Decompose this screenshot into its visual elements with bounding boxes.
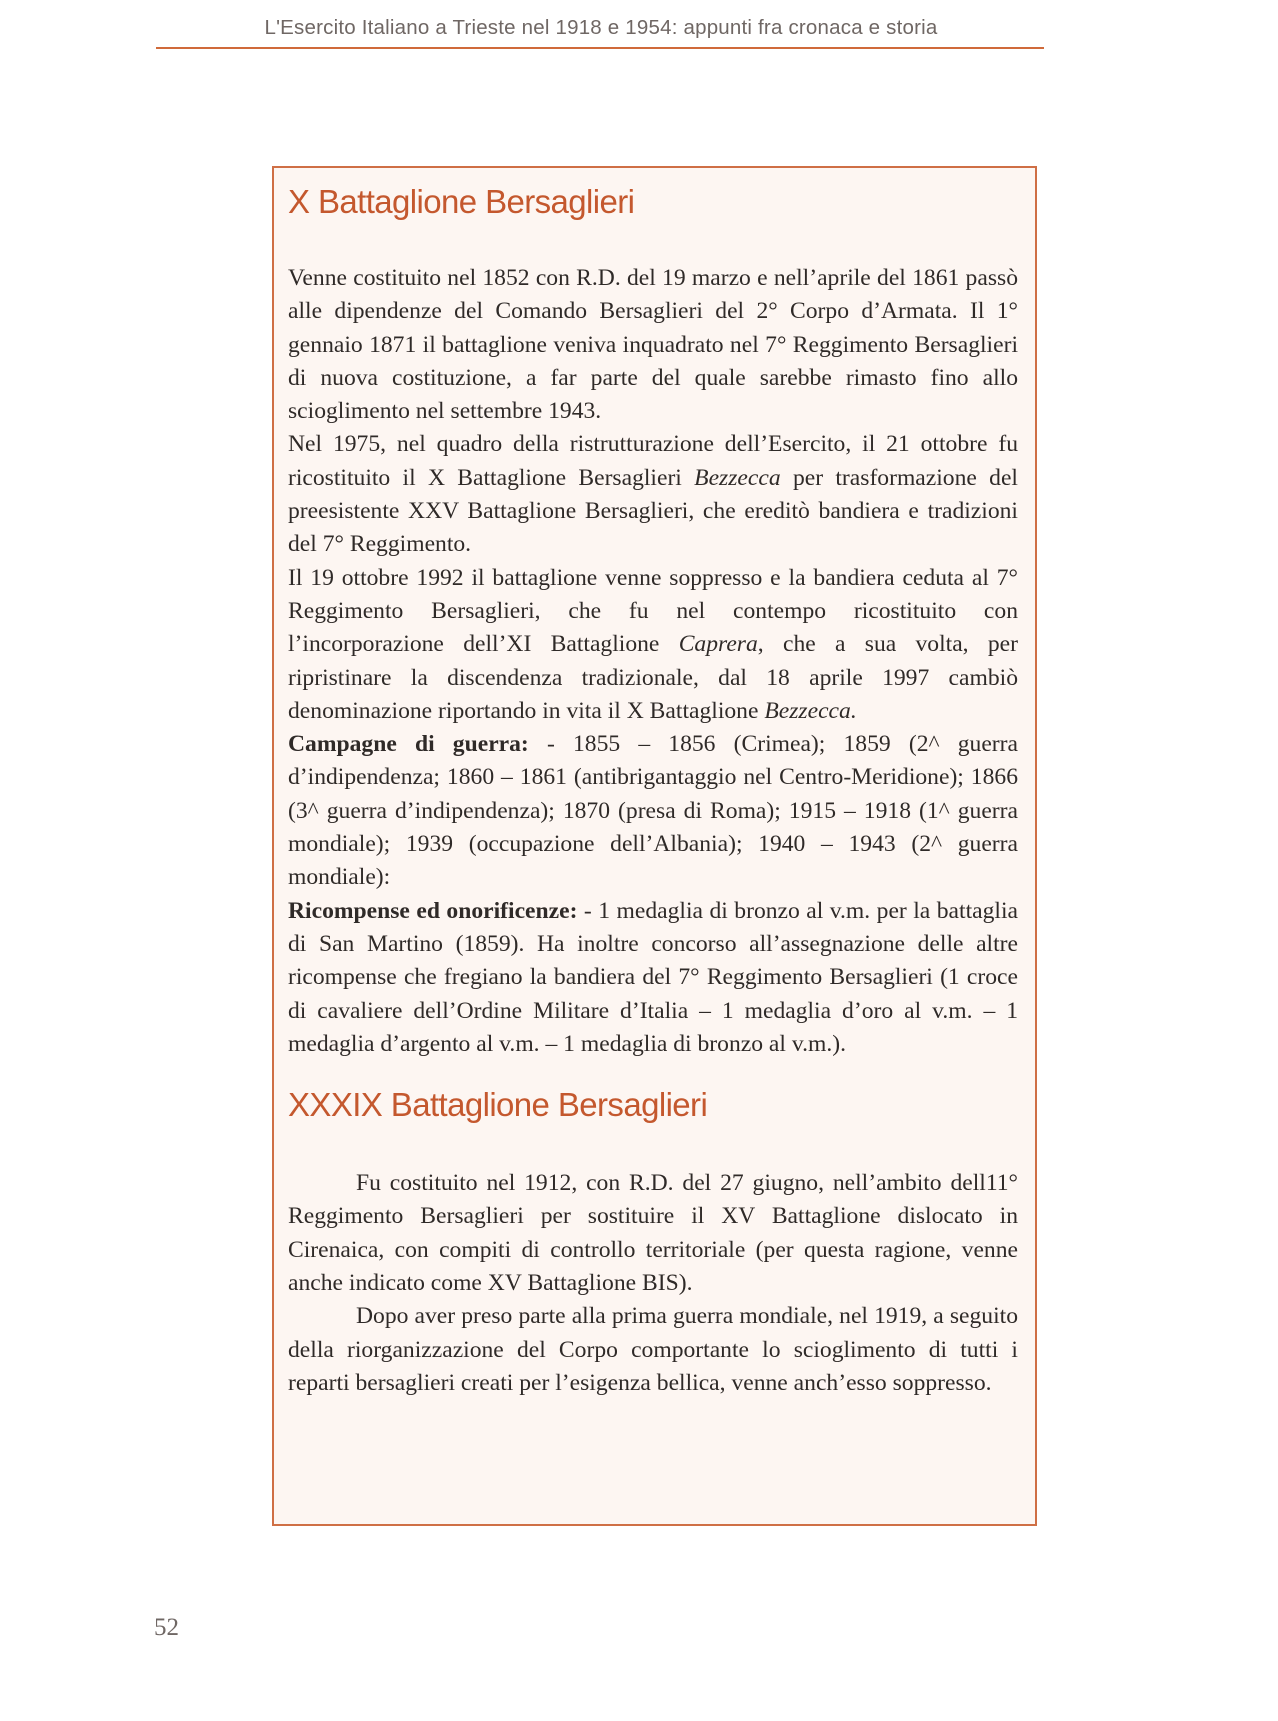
paragraph-dissolution: Dopo aver preso parte alla prima guerra mondiale, nel 1919, a seguito della riorganizzazione del Corpo comportante lo scioglimento di tutti i reparti bersaglieri creati per l’esigenza bellica, venne anch’esso soppresso. bbox=[288, 1303, 1018, 1396]
section-title-x-battaglione: X Battaglione Bersaglieri bbox=[288, 183, 635, 220]
text-box-content bbox=[288, 168, 1018, 1400]
paragraph-constitution: Fu costituito nel 1912, con R.D. del 27 giugno, nell’ambito dell11° Reggimento Bersaglieri per sostituire il XV Battaglione dislocato in Cirenaica, con compiti di controllo territoriale (per questa ragione, venne anche indicato come XV Battaglione BIS). bbox=[288, 1170, 1018, 1297]
page-number: 52 bbox=[154, 1614, 179, 1641]
campaigns-text: - 1855 – 1856 (Crimea); 1859 (2^ guerra d’indipendenza; 1860 – 1861 (antibrigantaggio nel Centro-Meridione); 1866 (3^ guerra d’indipendenza); 1870 (presa di Roma); 1915 – 1918 (1^ guerra mondiale); 1939 (occupazione dell’Albania); 1940 – 1943 (2^ guerra mondiale): bbox=[288, 731, 1018, 891]
paragraph-campaigns bbox=[288, 728, 1018, 894]
header-rule bbox=[156, 47, 1044, 49]
awards-label: Ricompense ed onorificenze: bbox=[288, 897, 578, 924]
text-run: Nel 1975, nel quadro della ristrutturazione dell’Esercito, il 21 ottobre fu ricostituito il X Battaglione Bersaglieri bbox=[288, 431, 1018, 491]
awards-text: - 1 medaglia di bronzo al v.m. per la battaglia di San Martino (1859). Ha inoltre concorso all’assegnazione delle altre ricompense che fregiano la bandiera del 7° Reggimento Bersaglieri (1 croce di cavaliere dell’Ordine Militare d’Italia – 1 medaglia d’oro al v.m. – 1 medaglia d’argento al v.m. – 1 medaglia di bronzo al v.m.). bbox=[288, 897, 1018, 1057]
text-box bbox=[272, 166, 1037, 1526]
text-run: Il 19 ottobre 1992 il battaglione venne soppresso e la bandiera ceduta al 7° Reggimento Bersaglieri, che fu nel contempo ricostituito con l’incorporazione dell’XI Battaglione bbox=[288, 564, 1018, 658]
italic-name-bezzecca: Bezzecca bbox=[694, 464, 781, 491]
section-title-xxxix-battaglione: XXXIX Battaglione Bersaglieri bbox=[288, 1086, 708, 1124]
text-run: , che a sua volta, per ripristinare la discendenza tradizionale, dal 18 aprile 1997 cambiò denominazione riportando in vita il X Battaglione bbox=[288, 631, 1018, 724]
running-header-title: L'Esercito Italiano a Trieste nel 1918 e 1954: appunti fra cronaca e storia bbox=[264, 16, 938, 39]
campaigns-label: Campagne di guerra: bbox=[288, 731, 529, 758]
paragraph-history: Venne costituito nel 1852 con R.D. del 19 marzo e nell’aprile del 1861 passò alle dipendenze del Comando Bersaglieri del 2° Corpo d’Armata. Il 1° gennaio 1871 il battaglione veniva inquadrato nel 7° Reggimento Bersaglieri di nuova costituzione, a far parte del quale sarebbe rimasto fino allo scioglimento nel settembre 1943. bbox=[288, 265, 1018, 425]
paragraph-awards bbox=[288, 895, 1018, 1061]
italic-name-bezzecca: Bezzecca. bbox=[764, 697, 857, 724]
paragraph-suppression bbox=[288, 562, 1018, 728]
text-run: per trasformazione del preesistente XXV Battaglione Bersaglieri, che ereditò bandiera e tradizioni del 7° Reggimento. bbox=[288, 464, 1018, 558]
italic-name-caprera: Caprera bbox=[678, 631, 758, 658]
paragraph-reconstitution bbox=[288, 428, 1018, 561]
